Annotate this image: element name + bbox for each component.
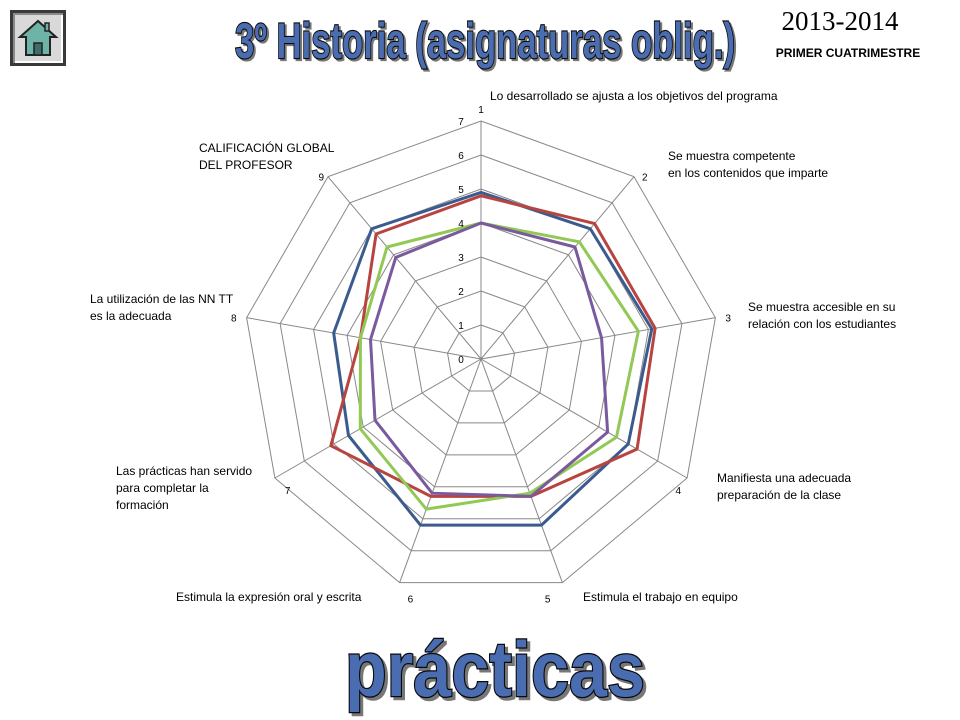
axis-label: Estimula el trabajo en equipo <box>583 590 738 604</box>
axis-label: Se muestra competente en los contenidos que imparte <box>668 149 829 180</box>
axis-label: La utilización de las NN TT es la adecuada <box>90 292 234 323</box>
series-line-4 <box>371 223 608 496</box>
axis-number: 3 <box>725 313 731 325</box>
grid-spoke <box>481 359 562 583</box>
scale-tick-label: 0 <box>458 355 464 366</box>
axis-number: 6 <box>407 594 414 606</box>
axis-label: CALIFICACIÓN GLOBAL DEL PROFESOR <box>199 141 335 172</box>
home-icon <box>17 17 59 59</box>
axis-label: Se muestra accesible en su relación con los estudiantes <box>748 300 897 331</box>
scale-tick-label: 7 <box>458 117 464 128</box>
axis-number: 7 <box>284 486 291 497</box>
axis-number: 8 <box>231 313 237 325</box>
axis-number: 2 <box>641 172 648 184</box>
page-title <box>225 0 745 80</box>
home-button[interactable] <box>10 10 66 66</box>
scale-tick-label: 4 <box>458 219 464 230</box>
grid-spoke <box>400 359 481 583</box>
scale-tick-label: 5 <box>458 185 464 196</box>
axis-label: Estimula la expresión oral y escrita <box>176 590 362 604</box>
scale-tick-label: 3 <box>458 253 464 264</box>
grid-spoke <box>481 177 634 359</box>
svg-text:prácticas: prácticas <box>345 628 645 713</box>
grid-spoke <box>481 359 687 478</box>
axis-number: 4 <box>675 486 682 497</box>
grid-spoke <box>275 359 481 478</box>
axis-number: 1 <box>478 105 484 116</box>
svg-text:3º Historia (asignaturas oblig: 3º Historia (asignaturas oblig.) <box>235 13 735 69</box>
axis-label: Las prácticas han servido para completar la formación <box>116 464 253 512</box>
scale-tick-label: 2 <box>458 287 464 298</box>
footer-word <box>330 628 660 720</box>
scale-tick-label: 6 <box>458 151 464 162</box>
axis-label: Lo desarrollado se ajusta a los objetivos del programa <box>490 89 778 103</box>
radar-grid <box>247 121 716 583</box>
scale-tick-label: 1 <box>458 321 464 332</box>
axis-label: Manifiesta una adecuada preparación de la clase <box>717 471 852 502</box>
radar-scale-ticks <box>458 117 464 366</box>
academic-year: 2013-2014 <box>781 6 899 36</box>
axis-number: 9 <box>318 172 325 184</box>
term-label: PRIMER CUATRIMESTRE <box>775 46 921 60</box>
radar-series <box>331 192 655 525</box>
axis-number: 5 <box>544 594 551 606</box>
